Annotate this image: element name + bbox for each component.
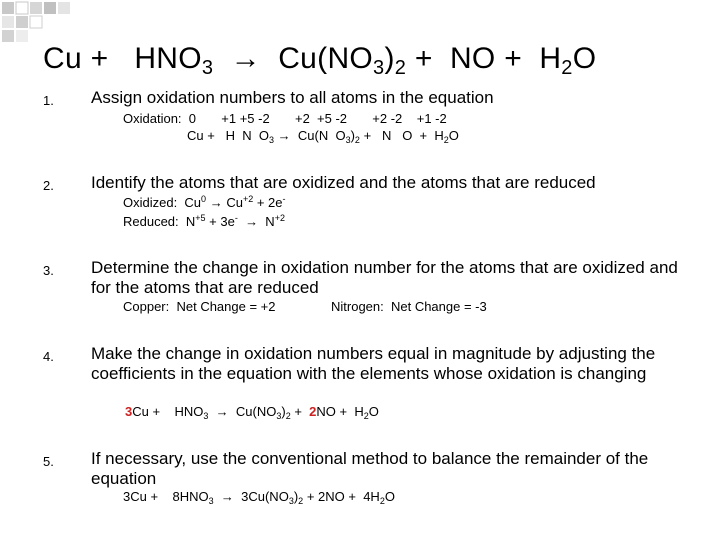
red-term: + 3e — [209, 214, 235, 229]
title-sub: 3 — [201, 57, 214, 79]
ox-term: + 2e — [256, 195, 283, 210]
title-h: H — [539, 42, 562, 75]
red-label: Reduced: N — [123, 214, 196, 229]
eq-term: Cu(N O — [297, 128, 346, 143]
step5-equation — [123, 489, 395, 504]
eq-term: NO + — [316, 404, 348, 419]
title-cu: Cu + — [43, 42, 109, 75]
title-sub: 2 — [394, 57, 407, 79]
step-text: If necessary, use the conventional method to balance the remainder of the equation — [91, 449, 649, 488]
step-text: Identify the atoms that are oxidized and the atoms that are reduced — [91, 173, 596, 192]
ox-term: Cu — [226, 195, 243, 210]
eq-paren: ) — [350, 128, 355, 143]
eq-arrow: → — [277, 128, 291, 143]
eq-term: Cu + — [132, 404, 161, 419]
oxidation-numbers-line: Oxidation: 0 +1 +5 -2 +2 +5 -2 +2 -2 +1 -2 — [123, 111, 447, 126]
eq-sub: 3 — [208, 496, 214, 506]
eq-term: O — [384, 489, 395, 504]
red-term: N — [265, 214, 275, 229]
coefficient-highlight: 2 — [309, 404, 317, 419]
nitrogen-net-change: Nitrogen: Net Change = -3 — [331, 299, 487, 314]
eq-term: H — [354, 404, 364, 419]
title-o: O — [572, 42, 597, 75]
title-sub: 3 — [373, 57, 385, 79]
red-sup: +5 — [195, 213, 206, 223]
eq-arrow: → — [215, 404, 229, 419]
step-number: 2. — [43, 178, 54, 193]
title-paren: ) — [384, 42, 395, 75]
title-no: NO + — [449, 42, 523, 75]
eq-term: HNO — [174, 404, 204, 419]
step-number: 1. — [43, 93, 54, 108]
step-text: Determine the change in oxidation number for the atoms that are oxidized and for the atoms that are reduced — [91, 258, 678, 297]
red-arrow: → — [245, 214, 259, 229]
ox-arrow: → — [209, 195, 223, 210]
step-text: Make the change in oxidation numbers equal in magnitude by adjusting the coefficients in the equation with the elements whose oxidation is changing — [91, 344, 656, 383]
ox-label: Oxidized: Cu — [123, 195, 202, 210]
eq-term: O — [448, 128, 459, 143]
page-title — [43, 42, 597, 79]
eq-sub: 2 — [285, 411, 291, 421]
eq-sub: 3 — [269, 135, 275, 145]
eq-sub: 3 — [288, 496, 294, 506]
title-plus: + — [414, 42, 433, 75]
copper-net-change: Copper: Net Change = +2 — [123, 299, 276, 314]
eq-sub: 3 — [203, 411, 209, 421]
eq-sub: 2 — [363, 411, 369, 421]
eq-term: Cu(NO — [235, 404, 277, 419]
ox-sup: +2 — [242, 194, 254, 204]
eq-term: 3Cu(NO — [241, 489, 289, 504]
reduced-line — [123, 214, 285, 229]
ox-sup: 0 — [201, 194, 207, 204]
oxidized-line — [123, 195, 286, 210]
step-text: Assign oxidation numbers to all atoms in the equation — [91, 88, 494, 107]
title-cuno: Cu(NO — [278, 42, 374, 75]
eq-term: 8HNO — [172, 489, 209, 504]
ox-sup: - — [282, 194, 286, 204]
red-sup: +2 — [274, 213, 285, 223]
eq-term: O — [368, 404, 379, 419]
eq-sub: 3 — [345, 135, 351, 145]
step-number: 5. — [43, 454, 54, 469]
coefficient-highlight: 3 — [125, 404, 133, 419]
eq-term: 3Cu + — [123, 489, 159, 504]
eq-sub: 2 — [354, 135, 360, 145]
eq-sub: 2 — [443, 135, 449, 145]
title-sub: 2 — [561, 57, 573, 79]
eq-plus: + — [294, 404, 302, 419]
eq-term: H N O — [225, 128, 270, 143]
eq-paren: ) — [293, 489, 299, 504]
eq-term: + 2NO + — [306, 489, 356, 504]
step4-equation — [125, 404, 379, 419]
step-number: 3. — [43, 263, 54, 278]
eq-sub: 2 — [379, 496, 385, 506]
eq-sub: 3 — [276, 411, 282, 421]
eq-term: + N O + H — [363, 128, 444, 143]
title-arrow: → — [230, 42, 261, 75]
eq-paren: ) — [281, 404, 286, 419]
step-number: 4. — [43, 349, 54, 364]
eq-term: 4H — [363, 489, 380, 504]
title-hno: HNO — [134, 42, 202, 75]
step1-equation — [187, 128, 459, 143]
eq-term: Cu + — [187, 128, 215, 143]
eq-sub: 2 — [298, 496, 304, 506]
eq-arrow: → — [220, 489, 234, 504]
red-sup: - — [234, 213, 238, 223]
